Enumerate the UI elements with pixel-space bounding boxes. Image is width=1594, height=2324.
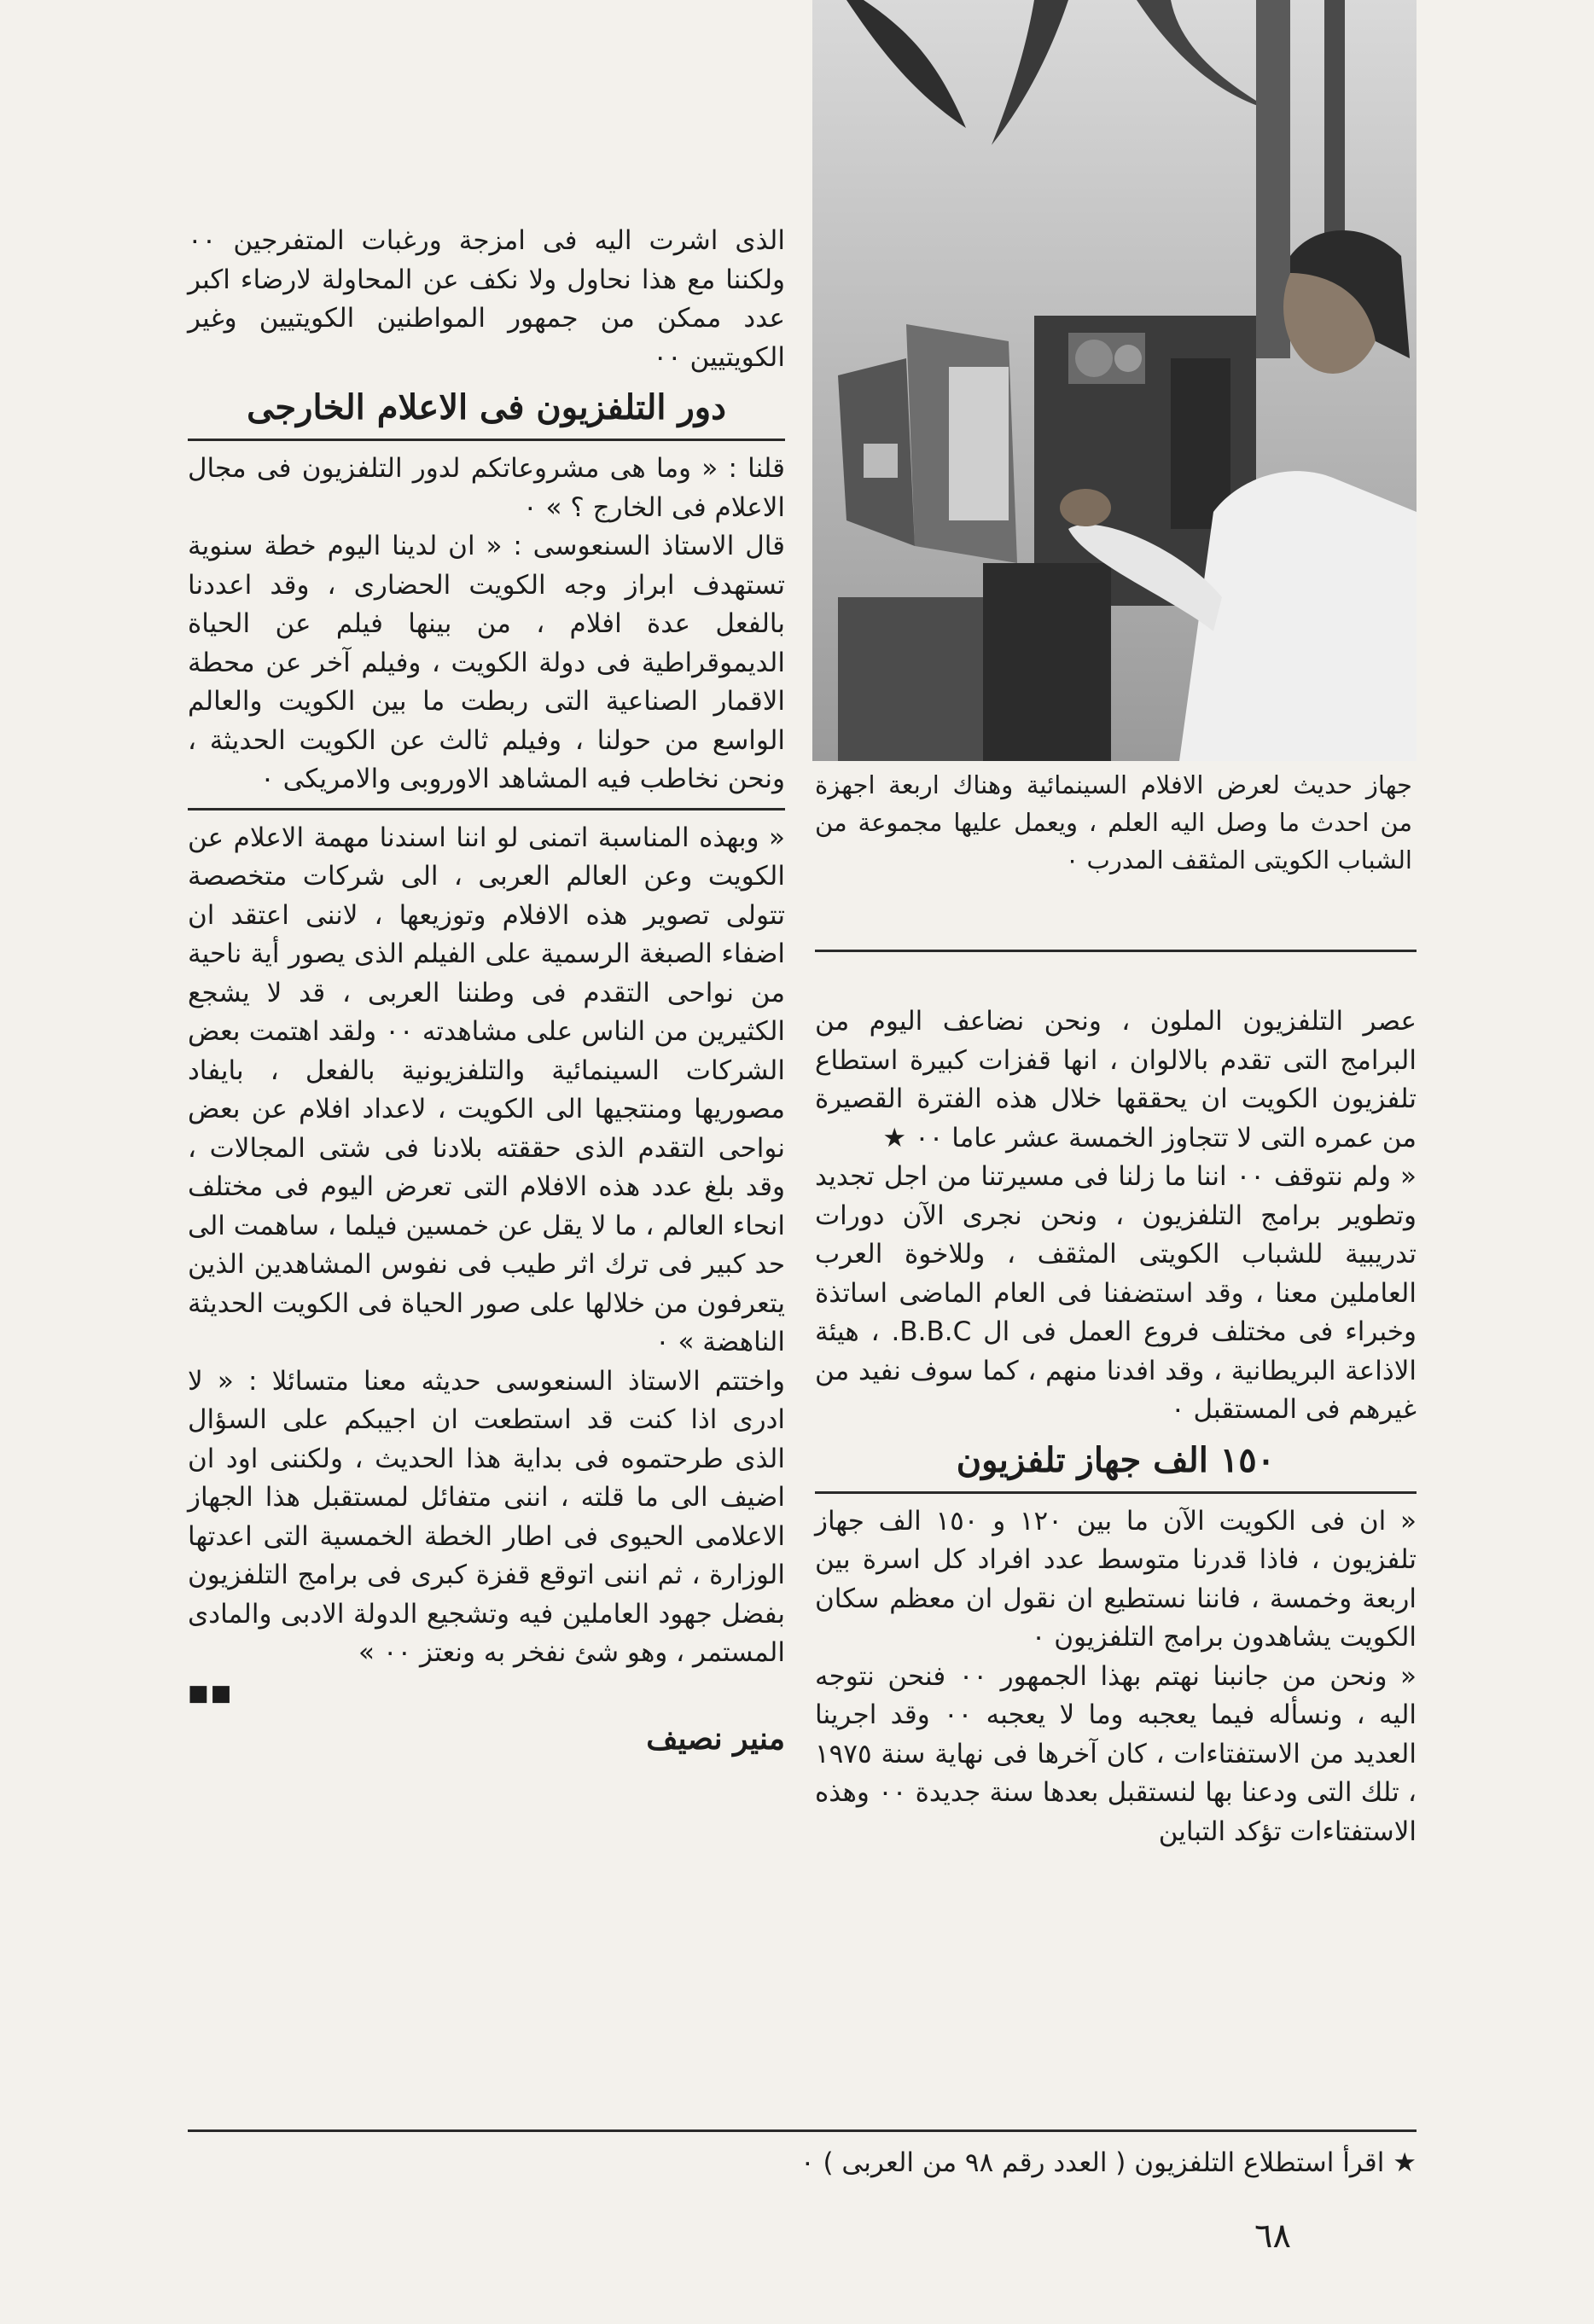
section-heading-tv-sets: ١٥٠ الف جهاز تلفزيون — [956, 1439, 1276, 1480]
paragraph: « وبهذه المناسبة اتمنى لو اننا اسندنا مهمة الاعلام عن الكويت وعن العالم العربى ، الى شركات متخصصة تتولى تصوير هذه الافلام وتوزيعها ، لاننى اعتقد ان اضفاء الصبغة الرسمية على الفيلم الذى يصور أية ناحية من نواحى التقدم فى وطننا العربى ، قد لا يشجع الكثيرين من الناس على مشاهدته ٠٠ ولقد اهتمت بعض الشركات السينمائية والتلفزيونية بالفعل ، بايفاد مصوريها ومنتجيها الى الكويت ، لاعداد افلام عن بعض نواحى التقدم الذى حققته بلادنا فى شتى المجالات ، وقد بلغ عدد هذه الافلام التى تعرض اليوم فى مختلف انحاء العالم ، ما لا يقل عن خمسين فيلما ، ساهمت الى حد كبير فى ترك اثر طيب فى نفوس المشاهدين الذين يتعرفون من خلالها على صور الحياة فى الكويت الحديثة الناهضة » ٠ — [188, 822, 786, 1357]
footnote: ★ اقرأ استطلاع التلفزيون ( العدد رقم ٩٨ من العربى ) ٠ — [800, 2147, 1417, 2178]
end-mark-row — [188, 1673, 785, 1714]
paragraph: قال الاستاذ السنعوسى : « ان لدينا اليوم خطة سنوية تستهدف ابراز وجه الكويت الحضارى ، وقد اعددنا بالفعل عدة افلام ، من بينها فيلم عن الحياة الديموقراطية فى دولة الكويت ، وفيلم آخر عن محطة الاقمار الصناعية التى ربطت ما بين الكويت والعالم الواسع من حولنا ، وفيلم ثالث عن الكويت الحديثة ، ونحن نخاطب فيه المشاهد الاوروبى والامريكى ٠ — [188, 531, 785, 794]
section-heading-foreign-media: دور التلفزيون فى الاعلام الخارجى — [247, 387, 726, 427]
intro-paragraph: الذى اشرت اليه فى امزجة ورغبات المتفرجين ٠٠ ولكننا مع هذا نحاول ولا نكف عن المحاولة لارضاء اكبر عدد ممكن من جمهور المواطنين الكويتيين وغير الكويتيين ٠٠ — [188, 225, 785, 373]
projector-photo — [812, 0, 1417, 761]
heading-divider — [815, 1491, 1417, 1494]
photo-caption-text: جهاز حديث لعرض الافلام السينمائية وهناك اربعة اجهزة من احدث ما وصل اليه العلم ، ويعمل عليها مجموعة من الشباب الكويتى المثقف المدرب ٠ — [815, 770, 1412, 874]
paragraph-divider — [188, 808, 785, 810]
paragraph: « ان فى الكويت الآن ما بين ١٢٠ و ١٥٠ الف جهاز تلفزيون ، فاذا قدرنا متوسط عدد افراد كل اسرة بين اربعة وخمسة ، فاننا نستطيع ان نقول ان معظم سكان الكويت يشاهدون برامج التلفزيون ٠ — [815, 1505, 1417, 1653]
paragraph: قلنا : « وما هى مشروعاتكم لدور التلفزيون فى مجال الاعلام فى الخارج ؟ » ٠ — [188, 453, 785, 523]
author-byline: منير نصيف — [646, 1721, 785, 1757]
page-number: ٦٨ — [1254, 2217, 1291, 2256]
left-column — [188, 222, 785, 1759]
footnote-divider — [188, 2129, 1417, 2132]
paragraph: عصر التلفزيون الملون ، ونحن نضاعف اليوم من البرامج التى تقدم بالالوان ، انها قفزات كبيرة استطاع تلفزيون الكويت ان يحققها خلال هذه الفترة القصيرة من عمره التى لا تتجاوز الخمسة عشر عاما ٠٠ ★ — [815, 1006, 1417, 1153]
right-column — [815, 1002, 1417, 1851]
paragraph: واختتم الاستاذ السنعوسى حديثه معنا متسائلا : « لا ادرى اذا كنت قد استطعت ان اجيبكم على السؤال الذى طرحتموه فى بداية هذا الحديث ، ولكننى اود ان اضيف الى ما قلته ، اننى متفائل لمستقبل هذا الجهاز الاعلامى الحيوى فى اطار الخطة الخمسية التى اعدتها الوزارة ، ثم اننى اتوقع قفزة كبرى فى برامج التلفزيون بفضل جهود العاملين فيه وتشجيع الدولة الادبى والمادى المستمر ، وهو شئ نفخر به ونعتز ٠٠ » — [188, 1365, 785, 1668]
photo-caption — [815, 766, 1412, 879]
end-mark: ■■ — [188, 1680, 234, 1706]
projectionist-illustration — [812, 0, 1417, 761]
paragraph: « ولم نتوقف ٠٠ اننا ما زلنا فى مسيرتنا من اجل تجديد وتطوير برامج التلفزيون ، ونحن نجرى الآن دورات تدريبية للشباب الكويتى المثقف ، وللاخوة العرب العاملين معنا ، وقد استضفنا فى العام الماضى اساتذة وخبراء فى مختلف فروع العمل فى ال B.B.C. ، هيئة الاذاعة البريطانية ، وقد افدنا منهم ، كما سوف نفيد من غيرهم فى المستقبل ٠ — [815, 1161, 1417, 1425]
caption-divider — [815, 950, 1417, 952]
heading-divider — [188, 439, 785, 441]
paragraph: « ونحن من جانبنا نهتم بهذا الجمهور ٠٠ فنحن نتوجه اليه ، ونسأله فيما يعجبه وما لا يعجبه ٠٠ وقد اجرينا العديد من الاستفتاءات ، كان آخرها فى نهاية سنة ١٩٧٥ ، تلك التى ودعنا بها لنستقبل بعدها سنة جديدة ٠٠ وهذه الاستفتاءات تؤكد التباين — [815, 1660, 1417, 1847]
